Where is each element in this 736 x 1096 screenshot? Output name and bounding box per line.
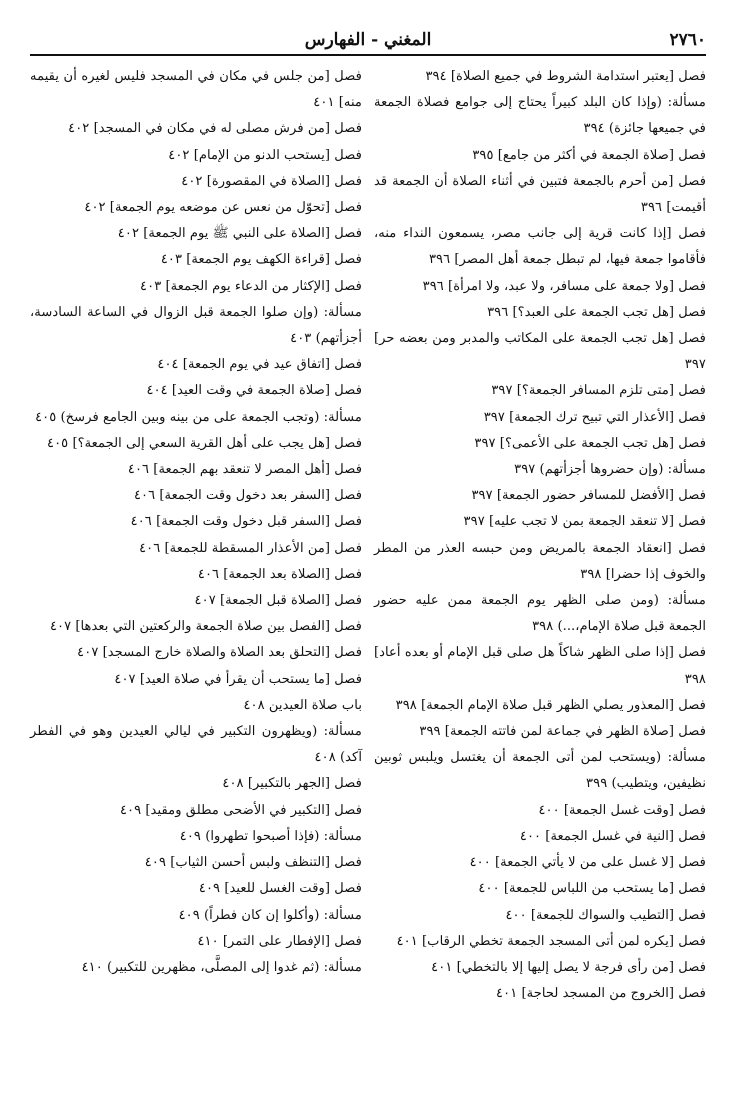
index-entry: فصل [اتفاق عيد في يوم الجمعة] ٤٠٤ bbox=[157, 357, 362, 373]
index-entry: فصل [الإكثار من الدعاء يوم الجمعة] ٤٠٣ bbox=[140, 278, 362, 294]
index-entry: فصل [الصلاة بعد الجمعة] ٤٠٦ bbox=[197, 566, 362, 582]
running-title: المغني - الفهارس bbox=[304, 30, 432, 50]
index-entry: مسألة: (ثم غدوا إلى المصلَّى، مظهرين للتكبير) ٤١٠ bbox=[81, 959, 362, 975]
index-entry: مسألة: (فإذا أصبحوا تطهروا) ٤٠٩ bbox=[179, 828, 362, 844]
index-entry: فصل [الجهر بالتكبير] ٤٠٨ bbox=[222, 776, 362, 792]
index-entry: فصل [لا غسل على من لا يأتي الجمعة] ٤٠٠ bbox=[469, 855, 706, 871]
index-entry: مسألة: (ويستحب لمن أتى الجمعة أن يغتسل ويلبس ثوبين نظيفين، ويتطيب) ٣٩٩ bbox=[374, 750, 706, 792]
index-entry: فصل [الفصل بين صلاة الجمعة والركعتين التي بعدها] ٤٠٧ bbox=[49, 619, 362, 635]
index-entry: فصل [صلاة الجمعة في أكثر من جامع] ٣٩٥ bbox=[472, 147, 706, 163]
index-entry: فصل [الأفضل للمسافر حضور الجمعة] ٣٩٧ bbox=[471, 488, 706, 504]
index-entry: فصل [السفر قبل دخول وقت الجمعة] ٤٠٦ bbox=[130, 514, 362, 530]
index-entry: فصل [هل تجب الجمعة على الأعمى؟] ٣٩٧ bbox=[474, 435, 706, 451]
index-entry: فصل [الصلاة في المقصورة] ٤٠٢ bbox=[181, 173, 362, 189]
index-entry: فصل [متى تلزم المسافر الجمعة؟] ٣٩٧ bbox=[491, 383, 706, 399]
index-entry: مسألة: (ويظهرون التكبير في ليالي العيدين وهو في الفطر آكد) ٤٠٨ bbox=[30, 724, 362, 766]
index-entry: فصل [صلاة الظهر في جماعة لمن فاتته الجمعة] ٣٩٩ bbox=[419, 724, 706, 740]
index-entry: فصل [صلاة الجمعة في وقت العيد] ٤٠٤ bbox=[146, 383, 362, 399]
index-entry: فصل [الخروج من المسجد لحاجة] ٤٠١ bbox=[496, 986, 706, 1002]
index-entry: فصل [الأعذار التي تبيح ترك الجمعة] ٣٩٧ bbox=[483, 409, 706, 425]
page-header bbox=[30, 28, 706, 56]
index-entry: فصل [من رأى فرجة لا يصل إليها إلا بالتخطي] ٤٠١ bbox=[431, 959, 706, 975]
index-entry: فصل [يستحب الدنو من الإمام] ٤٠٢ bbox=[168, 147, 362, 163]
right-column bbox=[374, 64, 706, 1007]
index-entry: فصل [يكره لمن أتى المسجد الجمعة تخطي الرقاب] ٤٠١ bbox=[396, 933, 706, 949]
index-entry: فصل [قراءة الكهف يوم الجمعة] ٤٠٣ bbox=[160, 252, 362, 268]
index-entry: فصل [ما يستحب أن يقرأ في صلاة العيد] ٤٠٧ bbox=[114, 671, 362, 687]
index-entry: مسألة: (وإن صلوا الجمعة قبل الزوال في الساعة السادسة، أجزأتهم) ٤٠٣ bbox=[30, 304, 362, 347]
index-entry: فصل [الإفطار على التمر] ٤١٠ bbox=[197, 933, 362, 949]
index-entry: فصل [وقت غسل الجمعة] ٤٠٠ bbox=[538, 802, 706, 818]
index-entry: فصل [انعقاد الجمعة بالمريض ومن حبسه العذر من المطر والخوف إذا حضرا] ٣٩٨ bbox=[374, 540, 706, 582]
index-entry: فصل [يعتبر استدامة الشروط في جميع الصلاة] ٣٩٤ bbox=[425, 69, 706, 84]
index-entry: باب صلاة العيدين ٤٠٨ bbox=[243, 697, 362, 713]
index-entry: فصل [النية في غسل الجمعة] ٤٠٠ bbox=[519, 828, 706, 844]
index-entry: فصل [من أحرم بالجمعة فتبين في أثناء الصلاة أن الجمعة قد أقيمت] ٣٩٦ bbox=[374, 173, 706, 216]
index-entry: فصل [من فرش مصلى له في مكان في المسجد] ٤٠٢ bbox=[68, 121, 362, 137]
index-columns bbox=[30, 64, 706, 1007]
index-entry: فصل [هل تجب الجمعة على العبد؟] ٣٩٦ bbox=[487, 304, 706, 320]
left-column bbox=[30, 64, 362, 1007]
index-entry: فصل [التنظف ولبس أحسن الثياب] ٤٠٩ bbox=[144, 855, 362, 871]
index-entry: مسألة: (وإن حضروها أجزأتهم) ٣٩٧ bbox=[514, 462, 706, 478]
index-entry: فصل [الصلاة قبل الجمعة] ٤٠٧ bbox=[194, 593, 362, 609]
index-entry: فصل [السفر بعد دخول وقت الجمعة] ٤٠٦ bbox=[133, 488, 362, 504]
index-entry: فصل [التحلق بعد الصلاة والصلاة خارج المسجد] ٤٠٧ bbox=[77, 645, 362, 661]
index-entry: فصل [الصلاة على النبي ﷺ يوم الجمعة] ٤٠٢ bbox=[117, 226, 362, 242]
index-entry: فصل [المعذور يصلي الظهر قبل صلاة الإمام الجمعة] ٣٩٨ bbox=[395, 697, 706, 713]
index-entry: فصل [وقت الغسل للعيد] ٤٠٩ bbox=[198, 881, 362, 897]
index-entry: فصل [أهل المصر لا تنعقد بهم الجمعة] ٤٠٦ bbox=[127, 462, 362, 478]
index-entry: مسألة: (وإذا كان البلد كبيراً يحتاج إلى جوامع فصلاة الجمعة في جميعها جائزة) ٣٩٤ bbox=[374, 95, 706, 137]
index-entry: فصل [التطيب والسواك للجمعة] ٤٠٠ bbox=[505, 907, 706, 923]
index-entry: فصل [ولا جمعة على مسافر، ولا عبد، ولا امرأة] ٣٩٦ bbox=[422, 278, 706, 294]
index-entry: فصل [لا تنعقد الجمعة بمن لا تجب عليه] ٣٩٧ bbox=[463, 514, 706, 530]
index-entry: فصل [التكبير في الأضحى مطلق ومقيد] ٤٠٩ bbox=[119, 802, 362, 818]
index-entry: مسألة: (وأكلوا إن كان فطراً) ٤٠٩ bbox=[178, 907, 362, 923]
index-entry: مسألة: (وتجب الجمعة على من بينه وبين الجامع فرسخ) ٤٠٥ bbox=[35, 409, 362, 425]
index-entry: فصل [إذا صلى الظهر شاكاً هل صلى قبل الإمام أو بعده أعاد] ٣٩٨ bbox=[374, 645, 706, 687]
index-entry: فصل [ما يستحب من اللباس للجمعة] ٤٠٠ bbox=[478, 881, 706, 897]
index-entry: فصل [هل يجب على أهل القرية السعي إلى الجمعة؟] ٤٠٥ bbox=[47, 435, 362, 451]
page-number: ٢٧٦٠ bbox=[669, 30, 706, 50]
index-entry: فصل [تحوّل من نعس عن موضعه يوم الجمعة] ٤٠٢ bbox=[84, 200, 362, 216]
index-entry: مسألة: (ومن صلى الظهر يوم الجمعة ممن عليه حضور الجمعة قبل صلاة الإمام،...) ٣٩٨ bbox=[374, 593, 706, 635]
index-entry: فصل [هل تجب الجمعة على المكاتب والمدبر ومن بعضه حر] ٣٩٧ bbox=[374, 331, 706, 373]
index-entry: فصل [من الأعذار المسقطة للجمعة] ٤٠٦ bbox=[139, 540, 362, 556]
index-entry: فصل [إذا كانت قرية إلى جانب مصر، يسمعون النداء منه، فأقاموا جمعة فيها، لم تبطل جمعة أهل المصر] ٣٩٦ bbox=[374, 226, 706, 268]
index-entry: فصل [من جلس في مكان في المسجد فليس لغيره أن يقيمه منه] ٤٠١ bbox=[30, 69, 362, 111]
